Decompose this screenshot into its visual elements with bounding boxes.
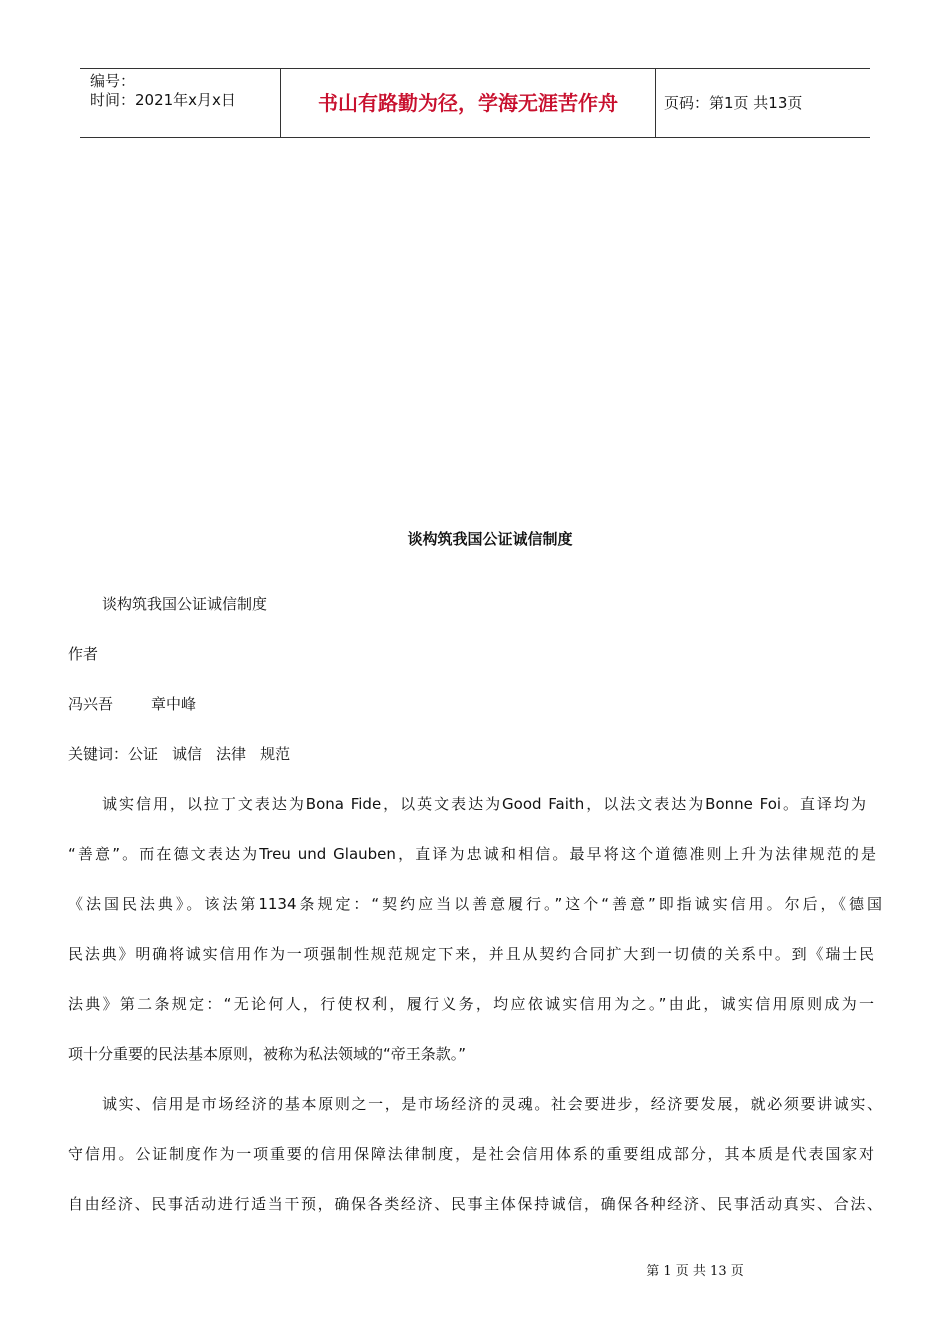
header-motto-cell: [280, 69, 656, 137]
author-name: 章中峰: [151, 695, 197, 713]
author-label: 作者: [68, 645, 99, 663]
page-footer: [0, 1263, 950, 1281]
paragraph-line: 自由经济、民事活动进行适当干预，确保各类经济、民事主体保持诚信，确保各种经济、民事活动真实、合法、: [68, 1195, 882, 1213]
keywords-line: [68, 743, 882, 765]
document-header: [80, 68, 870, 138]
author-name: 冯兴吾: [68, 695, 114, 713]
paragraph-line: 诚实、信用是市场经济的基本原则之一，是市场经济的灵魂。社会要进步，经济要发展，就必须要讲诚实、: [102, 1095, 882, 1113]
author-line: [68, 693, 882, 715]
paragraph-line: 民法典》明确将诚实信用作为一项强制性规范规定下来，并且从契约合同扩大到一切债的关系中。到《瑞士民: [68, 945, 874, 963]
keyword: 法律: [216, 745, 247, 763]
keyword: 规范: [260, 745, 291, 763]
paragraph-line: 项十分重要的民法基本原则，被称为私法领域的“帝王条款。”: [68, 1045, 467, 1063]
keywords-label: 关键词：: [68, 745, 129, 763]
paragraph-line: 诚实信用，以拉丁文表达为Bona Fide，以英文表达为Good Faith，以法文表达为Bonne Foi。直译均为: [102, 795, 866, 813]
keyword: 诚信: [172, 745, 203, 763]
footer-page-number: 第 1 页 共 13 页: [646, 1264, 744, 1279]
article-subtitle: 谈构筑我国公证诚信制度: [102, 595, 268, 613]
paragraph-line: “善意”。而在德文表达为Treu und Glauben，直译为忠诚和相信。最早将这个道德准则上升为法律规范的是: [68, 845, 876, 863]
paragraph-line: 《法国民法典》。该法第1134条规定：“契约应当以善意履行。”这个“善意”即指诚实信用。尔后，《德国: [68, 895, 882, 913]
time-label: 时间：2021年x月x日: [90, 91, 236, 109]
paragraph-line: 守信用。公证制度作为一项重要的信用保障法律制度，是社会信用体系的重要组成部分，其本质是代表国家对: [68, 1145, 874, 1163]
paragraph-line: 法典》第二条规定：“无论何人，行使权利，履行义务，均应依诚实信用为之。”由此，诚实信用原则成为一: [68, 995, 874, 1013]
header-meta-cell: [80, 69, 280, 137]
header-page-cell: [656, 69, 870, 137]
page-info: 页码：第1页 共13页: [664, 94, 803, 112]
motto-text: 书山有路勤为径，学海无涯苦作舟: [318, 91, 618, 115]
keyword: 公证: [128, 745, 159, 763]
code-label: 编号：: [90, 72, 136, 90]
article-title: 谈构筑我国公证诚信制度: [407, 530, 573, 548]
